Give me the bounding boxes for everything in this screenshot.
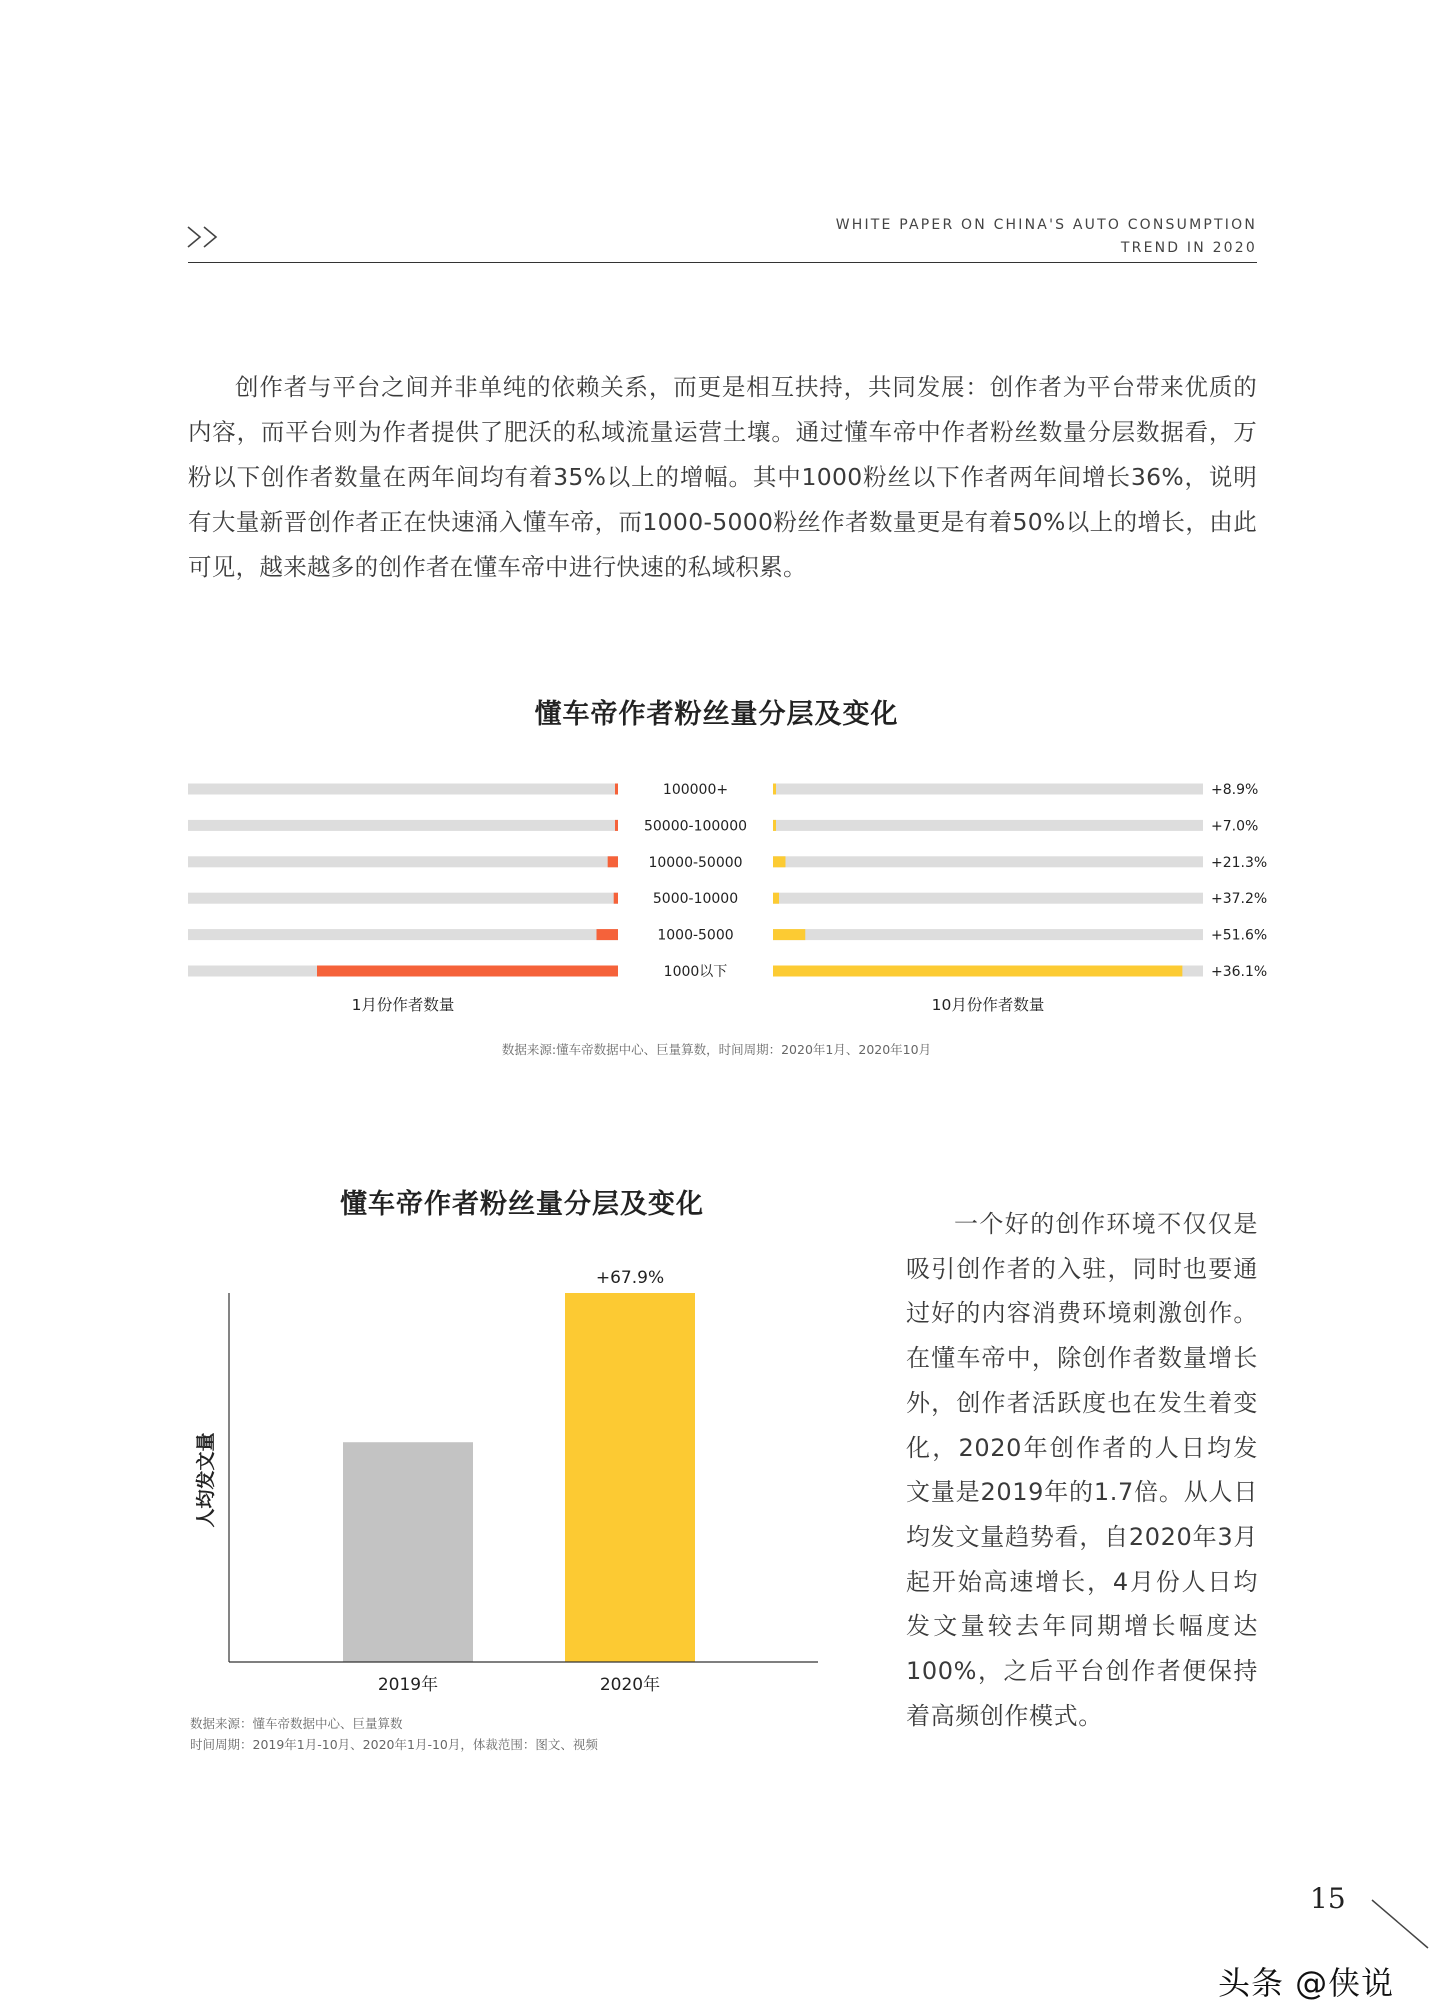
watermark: 头条 @侠说 — [1218, 1964, 1395, 2002]
change-label-5: +36.1% — [1211, 964, 1268, 980]
category-label-3: 5000-10000 — [652, 891, 739, 908]
bar-1 — [565, 1293, 695, 1662]
y-axis-label: 人均发文量 — [195, 1432, 217, 1528]
side-paragraph: 一个好的创作环境不仅仅是吸引创作者的入驻，同时也要通过好的内容消费环境刺激创作。在懂车帝中，除创作者数量增长外，创作者活跃度也在发生着变化，2020年创作者的人日均发文量是2019年的1.7倍。从人日均发文量趋势看，自2020年3月起开始高速增长，4月份人日均发文量较去年同期增长幅度达100%，之后平台创作者便保持着高频创作模式。 — [906, 1210, 1258, 1730]
change-label-1: +7.0% — [1211, 818, 1259, 835]
left-series-label: 1月份作者数量 — [351, 996, 455, 1014]
page-number: 15 — [1310, 1882, 1346, 1915]
category-label-0: 100000+ — [662, 782, 729, 798]
x-tick-label-1: 2020年 — [599, 1675, 661, 1695]
growth-annotation: +67.9% — [595, 1268, 665, 1288]
header-title-line2: TREND IN 2020 — [1120, 240, 1257, 256]
intro-paragraph: 创作者与平台之间并非单纯的依赖关系，而更是相互扶持，共同发展：创作者为平台带来优质的内容，而平台则为作者提供了肥沃的私域流量运营土壤。通过懂车帝中作者粉丝数量分层数据看，万粉以下创作者数量在两年间均有着35%以上的增幅。其中1000粉丝以下作者两年间增长36%，说明有大量新晋创作者正在快速涌入懂车帝，而1000-5000粉丝作者数量更是有着50%以上的增长，由此可见，越来越多的创作者在懂车帝中进行快速的私域积累。 — [188, 373, 1257, 581]
bar-0 — [343, 1442, 473, 1662]
category-label-5: 1000以下 — [663, 964, 728, 980]
chart2-source-line1: 数据来源：懂车帝数据中心、巨量算数 — [190, 1716, 403, 1731]
change-label-2: +21.3% — [1211, 854, 1268, 871]
change-label-3: +37.2% — [1211, 891, 1268, 908]
x-tick-label-0: 2019年 — [377, 1675, 439, 1695]
right-series-label: 10月份作者数量 — [931, 996, 1045, 1014]
header-title-line1: WHITE PAPER ON CHINA'S AUTO CONSUMPTION — [835, 217, 1257, 233]
category-label-1: 50000-100000 — [643, 818, 748, 835]
chart1-source-note: 数据来源:懂车帝数据中心、巨量算数，时间周期：2020年1月、2020年10月 — [501, 1042, 932, 1057]
chart2-source-line2: 时间周期：2019年1月-10月、2020年1月-10月，体裁范围：图文、视频 — [190, 1737, 598, 1752]
change-label-0: +8.9% — [1211, 782, 1259, 798]
chart1-title: 懂车帝作者粉丝量分层及变化 — [534, 699, 899, 730]
chart2-title: 懂车帝作者粉丝量分层及变化 — [340, 1189, 704, 1220]
category-label-4: 1000-5000 — [657, 927, 734, 944]
chart2-source-note — [190, 1713, 598, 1755]
change-label-4: +51.6% — [1211, 927, 1268, 944]
category-label-2: 10000-50000 — [648, 854, 743, 871]
diagonal-line-icon — [1370, 1898, 1430, 1950]
